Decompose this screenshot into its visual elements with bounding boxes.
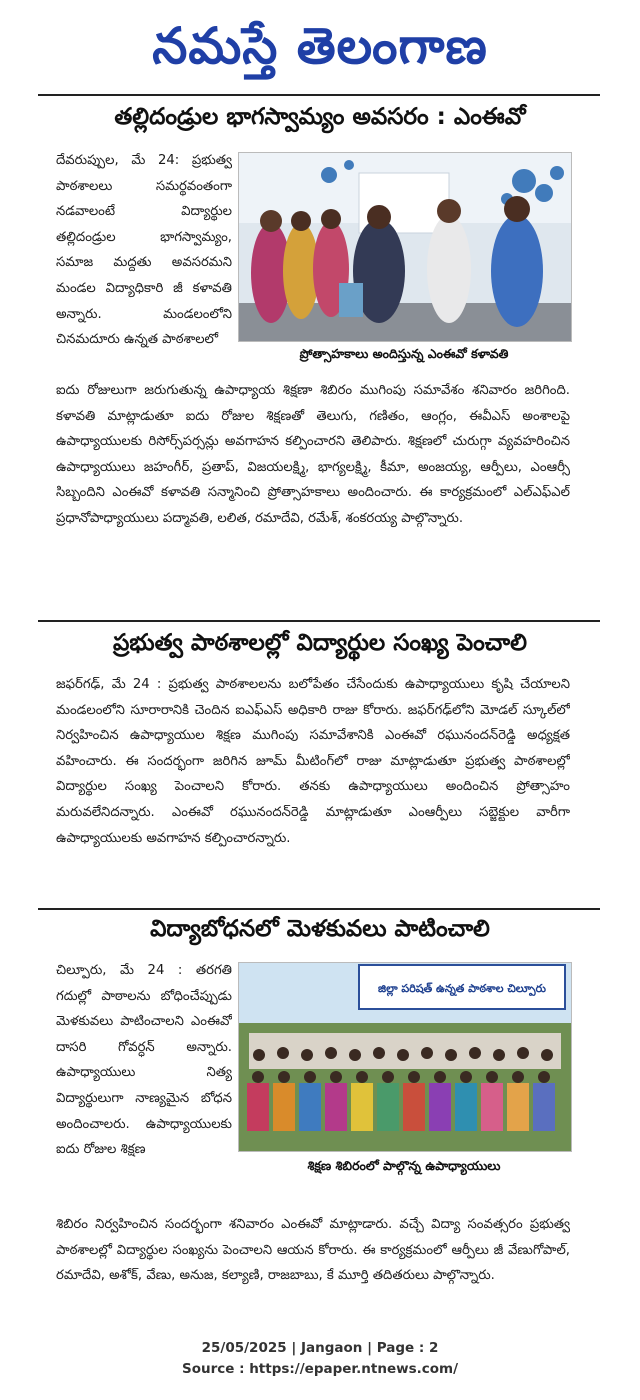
article-1-headline: తల్లిదండ్రుల భాగస్వామ్యం అవసరం : ఎంఈవో: [114, 104, 526, 130]
article-3-caption: శిక్షణ శిబిరంలో పాల్గొన్న ఉపాధ్యాయులు: [307, 1158, 501, 1173]
source-line: Source : https://epaper.ntnews.com/: [181, 1361, 459, 1377]
group-photo-image: [239, 963, 571, 1151]
article-1-caption: ప్రోత్సాహకాలు అందిస్తున్న ఎంఈవో కళావతి: [299, 346, 509, 361]
article-2-headline: ప్రభుత్వ పాఠశాలల్లో విద్యార్థుల సంఖ్య పెంచాలి: [113, 630, 527, 656]
article-3-body: శిబిరం నిర్వహించిన సందర్భంగా శనివారం ఎంఈవో మాట్లాడారు. వచ్చే విద్యా సంవత్సరం ప్రభుత్వ పాఠశాలల్లో విద్యార్థుల సంఖ్యను పెంచాలని ఆయన కోరారు. ఈ కార్యక్రమంలో ఆర్పీలు జీ వేణుగోపాల్, రమాదేవి, అశోక్, వేణు, అనుజ, కల్యాణి, రాజబాబు, కే మూర్తి తదితరులు పాల్గొన్నారు.: [56, 1217, 570, 1284]
article-divider: [38, 620, 600, 622]
article-1-photo: [238, 152, 572, 342]
article-3-photo: [238, 962, 572, 1152]
article-divider: [38, 908, 600, 910]
newspaper-logo: నమస్తే తెలంగాణ: [152, 17, 488, 75]
article-1-lead: దేవరుప్పుల, మే 24: ప్రభుత్వ పాఠశాలలు సమర్థవంతంగా నడవాలంటే విద్యార్థుల తల్లిదండ్రుల భాగస్వామ్యం, సమాజ మద్దతు అవసరమని మండల విద్యాధికారి జీ కళావతి అన్నారు. మండలంలోని చినమదూరు ఉన్నత పాఠశాలలో: [56, 153, 232, 348]
article-3-headline: విద్యాబోధనలో మెళకువలు పాటించాలి: [150, 916, 490, 942]
masthead-divider: [38, 94, 600, 96]
award-ceremony-image: [239, 153, 571, 341]
article-1-body: ఐదు రోజులుగా జరుగుతున్న ఉపాధ్యాయ శిక్షణా శిబిరం ముగింపు సమావేశం శనివారం జరిగింది. కళావతి మాట్లాడుతూ ఐదు రోజుల శిక్షణతో తెలుగు, గణితం, ఆంగ్లం, ఈవీఎస్ అంశాలపై ఉపాధ్యాయులకు రిసోర్స్‌పర్సన్లు అవగాహన కల్పించారని తెలిపారు. శిక్షణలో చురుగ్గా వ్యవహరించిన ఉపాధ్యాయులు జహంగీర్, ప్రతాప్, విజయలక్ష్మి, భాగ్యలక్ష్మి, కీమా, అంజయ్య, ఆర్పీలు, ఎంఆర్సీ సిబ్బందిని ఎంఈవో కళావతి సన్మానించి ప్రోత్సాహకాలు అందించారు. ఈ కార్యక్రమంలో ఎల్ఎఫ్ఎల్ ప్రధానోపాధ్యాయులు పద్మావతి, లలిత, రమాదేవి, రమేశ్, శంకరయ్య పాల్గొన్నారు.: [56, 383, 570, 526]
masthead: [0, 6, 640, 86]
article-2-body: జఫర్‌గఢ్, మే 24 : ప్రభుత్వ పాఠశాలలను బలోపేతం చేసేందుకు ఉపాధ్యాయులు కృషి చేయాలని మండలంలోని సూరారానికి చెందిన ఐఎఫ్ఎస్ అధికారి రాజు కోరారు. జఫర్‌గఢ్‌లోని మోడల్ స్కూల్‌లో నిర్వహించిన ఉపాధ్యాయుల శిక్షణ ముగింపు సమావేశానికి ఎంఈవో రఘునందన్‌రెడ్డి అధ్యక్షత వహించారు. ఈ సందర్భంగా జరిగిన జూమ్ మీటింగ్‌లో రాజు మాట్లాడుతూ ప్రభుత్వ పాఠశాలల్లో విద్యార్థుల సంఖ్య పెంచాలని కోరారు. తనకు ఉపాధ్యాయులు అందించిన ప్రోత్సాహం మరువలేనిదన్నారు. ఎంఈవో రఘునందన్‌రెడ్డి మాట్లాడుతూ ఎంఆర్పీలు సబ్జెక్టుల వారీగా ఉపాధ్యాయులకు అవగాహన కల్పించారన్నారు.: [56, 677, 570, 846]
page-date-line: 25/05/2025 | Jangaon | Page : 2: [201, 1340, 439, 1356]
article-3-lead: చిల్పూరు, మే 24 : తరగతి గదుల్లో పాఠాలను బోధించేప్పుడు మెళకువలు పాటించాలని ఎంఈవో దాసరి గోవర్ధన్ అన్నారు. ఉపాధ్యాయులు నిత్య విద్యార్థులుగా నాణ్యమైన బోధన అందించాలరు. ఉపాధ్యాయులకు ఐదు రోజుల శిక్షణ: [56, 963, 232, 1158]
school-banner: జిల్లా పరిషత్ ఉన్నత పాఠశాల చిల్పూరు: [378, 982, 546, 995]
